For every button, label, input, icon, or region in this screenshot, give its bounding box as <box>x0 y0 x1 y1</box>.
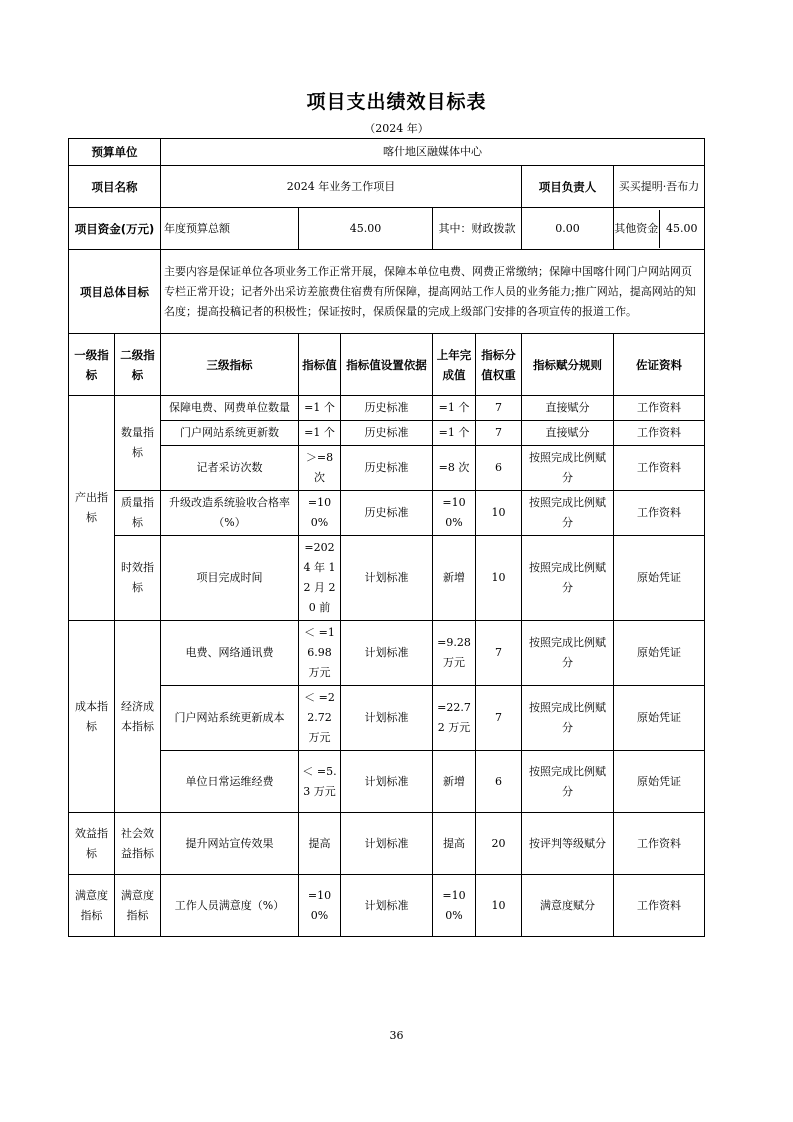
table-row <box>69 875 705 937</box>
row-rule: 按照完成比例赋分 <box>522 751 614 813</box>
annual-value: 45.00 <box>299 208 433 250</box>
row-prev: =9.28 万元 <box>433 621 476 686</box>
table-row <box>69 421 705 446</box>
fiscal-label: 其中：财政拨款 <box>433 208 522 250</box>
page-number: 36 <box>389 1029 404 1042</box>
row-basis: 计划标准 <box>341 813 433 875</box>
row-value: =100% <box>299 875 341 937</box>
col-evidence: 佐证资料 <box>614 334 705 396</box>
group-output: 产出指标 <box>69 396 115 621</box>
row-name: 保障电费、网费单位数量 <box>161 396 299 421</box>
group-benefit: 效益指标 <box>69 813 115 875</box>
row-prev: =8 次 <box>433 446 476 491</box>
row-value: ＜ =22.72 万元 <box>299 686 341 751</box>
col-weight: 指标分值权重 <box>476 334 522 396</box>
row-name: 门户网站系统更新数 <box>161 421 299 446</box>
row-prev: =100% <box>433 491 476 536</box>
performance-table <box>68 138 705 937</box>
row-weight: 10 <box>476 875 522 937</box>
row-rule: 按评判等级赋分 <box>522 813 614 875</box>
row-weight: 10 <box>476 491 522 536</box>
row-name: 提升网站宣传效果 <box>161 813 299 875</box>
col-prev: 上年完成值 <box>433 334 476 396</box>
row-basis: 历史标准 <box>341 446 433 491</box>
unit-label: 预算单位 <box>69 139 161 166</box>
row-basis: 计划标准 <box>341 536 433 621</box>
row-name: 升级改造系统验收合格率（%） <box>161 491 299 536</box>
row-basis: 历史标准 <box>341 491 433 536</box>
row-weight: 20 <box>476 813 522 875</box>
group-quantity: 数量指标 <box>115 396 161 491</box>
row-value: =1 个 <box>299 396 341 421</box>
row-rule: 按照完成比例赋分 <box>522 536 614 621</box>
row-prev: =1 个 <box>433 421 476 446</box>
row-value: =1 个 <box>299 421 341 446</box>
page-title: 项目支出绩效目标表 <box>306 91 487 113</box>
row-value: ＜ =16.98 万元 <box>299 621 341 686</box>
row-evidence: 工作资料 <box>614 421 705 446</box>
row-prev: 新增 <box>433 536 476 621</box>
row-prev: =100% <box>433 875 476 937</box>
row-basis: 计划标准 <box>341 875 433 937</box>
unit-row <box>69 139 705 166</box>
group-timeliness: 时效指标 <box>115 536 161 621</box>
col-level1: 一级指标 <box>69 334 115 396</box>
row-name: 记者采访次数 <box>161 446 299 491</box>
project-row <box>69 166 705 208</box>
row-basis: 历史标准 <box>341 421 433 446</box>
row-rule: 按照完成比例赋分 <box>522 491 614 536</box>
row-evidence: 原始凭证 <box>614 621 705 686</box>
row-evidence: 原始凭证 <box>614 536 705 621</box>
table-row <box>69 751 705 813</box>
group-satisfaction: 满意度指标 <box>69 875 115 937</box>
row-basis: 计划标准 <box>341 621 433 686</box>
owner-value: 买买提明·吾布力 <box>614 166 705 208</box>
funds-label: 项目资金(万元) <box>69 208 161 250</box>
row-prev: 提高 <box>433 813 476 875</box>
col-value: 指标值 <box>299 334 341 396</box>
row-basis: 计划标准 <box>341 751 433 813</box>
table-row <box>69 813 705 875</box>
col-rule: 指标赋分规则 <box>522 334 614 396</box>
table-row <box>69 446 705 491</box>
table-row <box>69 686 705 751</box>
row-name: 项目完成时间 <box>161 536 299 621</box>
row-value: ＞=8 次 <box>299 446 341 491</box>
annual-label: 年度预算总额 <box>161 208 299 250</box>
row-evidence: 原始凭证 <box>614 751 705 813</box>
row-rule: 按照完成比例赋分 <box>522 686 614 751</box>
table-row <box>69 536 705 621</box>
project-value: 2024 年业务工作项目 <box>161 166 522 208</box>
owner-label: 项目负责人 <box>522 166 614 208</box>
row-weight: 7 <box>476 686 522 751</box>
row-name: 单位日常运维经费 <box>161 751 299 813</box>
row-evidence: 工作资料 <box>614 875 705 937</box>
row-prev: 新增 <box>433 751 476 813</box>
row-rule: 按照完成比例赋分 <box>522 621 614 686</box>
row-basis: 历史标准 <box>341 396 433 421</box>
row-rule: 满意度赋分 <box>522 875 614 937</box>
row-name: 工作人员满意度（%） <box>161 875 299 937</box>
year-subtitle: （2024 年） <box>364 122 429 135</box>
row-evidence: 原始凭证 <box>614 686 705 751</box>
row-value: 提高 <box>299 813 341 875</box>
row-prev: =1 个 <box>433 396 476 421</box>
row-name: 电费、网络通讯费 <box>161 621 299 686</box>
row-evidence: 工作资料 <box>614 446 705 491</box>
unit-value: 喀什地区融媒体中心 <box>161 139 705 166</box>
fiscal-value: 0.00 <box>522 208 614 250</box>
row-evidence: 工作资料 <box>614 491 705 536</box>
group-social: 社会效益指标 <box>115 813 161 875</box>
goal-row <box>69 250 705 334</box>
other-label: 其他资金 <box>614 210 660 248</box>
row-name: 门户网站系统更新成本 <box>161 686 299 751</box>
col-level2: 二级指标 <box>115 334 161 396</box>
funds-row <box>69 208 705 250</box>
col-level3: 三级指标 <box>161 334 299 396</box>
goal-text: 主要内容是保证单位各项业务工作正常开展，保障本单位电费、网费正常缴纳；保障中国喀什网门户网站网页专栏正常开设；记者外出采访差旅费住宿费有所保障，提高网站工作人员的业务能力;推广网站，提高网站的知名度；提高投稿记者的积极性；保证按时，保质保量的完成上级部门安排的各项宣传的报道工作。 <box>161 250 705 334</box>
table-row <box>69 396 705 421</box>
row-value: =2024 年 12 月 20 前 <box>299 536 341 621</box>
row-rule: 直接赋分 <box>522 421 614 446</box>
row-weight: 7 <box>476 621 522 686</box>
table-row <box>69 621 705 686</box>
row-basis: 计划标准 <box>341 686 433 751</box>
group-cost: 成本指标 <box>69 621 115 813</box>
other-value: 45.00 <box>666 221 698 235</box>
goal-label: 项目总体目标 <box>69 250 161 334</box>
project-label: 项目名称 <box>69 166 161 208</box>
group-satisfaction-2: 满意度指标 <box>115 875 161 937</box>
row-evidence: 工作资料 <box>614 396 705 421</box>
row-evidence: 工作资料 <box>614 813 705 875</box>
row-prev: =22.72 万元 <box>433 686 476 751</box>
row-weight: 10 <box>476 536 522 621</box>
group-quality: 质量指标 <box>115 491 161 536</box>
row-weight: 7 <box>476 396 522 421</box>
row-weight: 6 <box>476 446 522 491</box>
row-rule: 按照完成比例赋分 <box>522 446 614 491</box>
row-weight: 7 <box>476 421 522 446</box>
row-weight: 6 <box>476 751 522 813</box>
table-row <box>69 491 705 536</box>
row-rule: 直接赋分 <box>522 396 614 421</box>
group-econ-cost: 经济成本指标 <box>115 621 161 813</box>
col-basis: 指标值设置依据 <box>341 334 433 396</box>
row-value: ＜ =5.3 万元 <box>299 751 341 813</box>
row-value: =100% <box>299 491 341 536</box>
column-header-row <box>69 334 705 396</box>
